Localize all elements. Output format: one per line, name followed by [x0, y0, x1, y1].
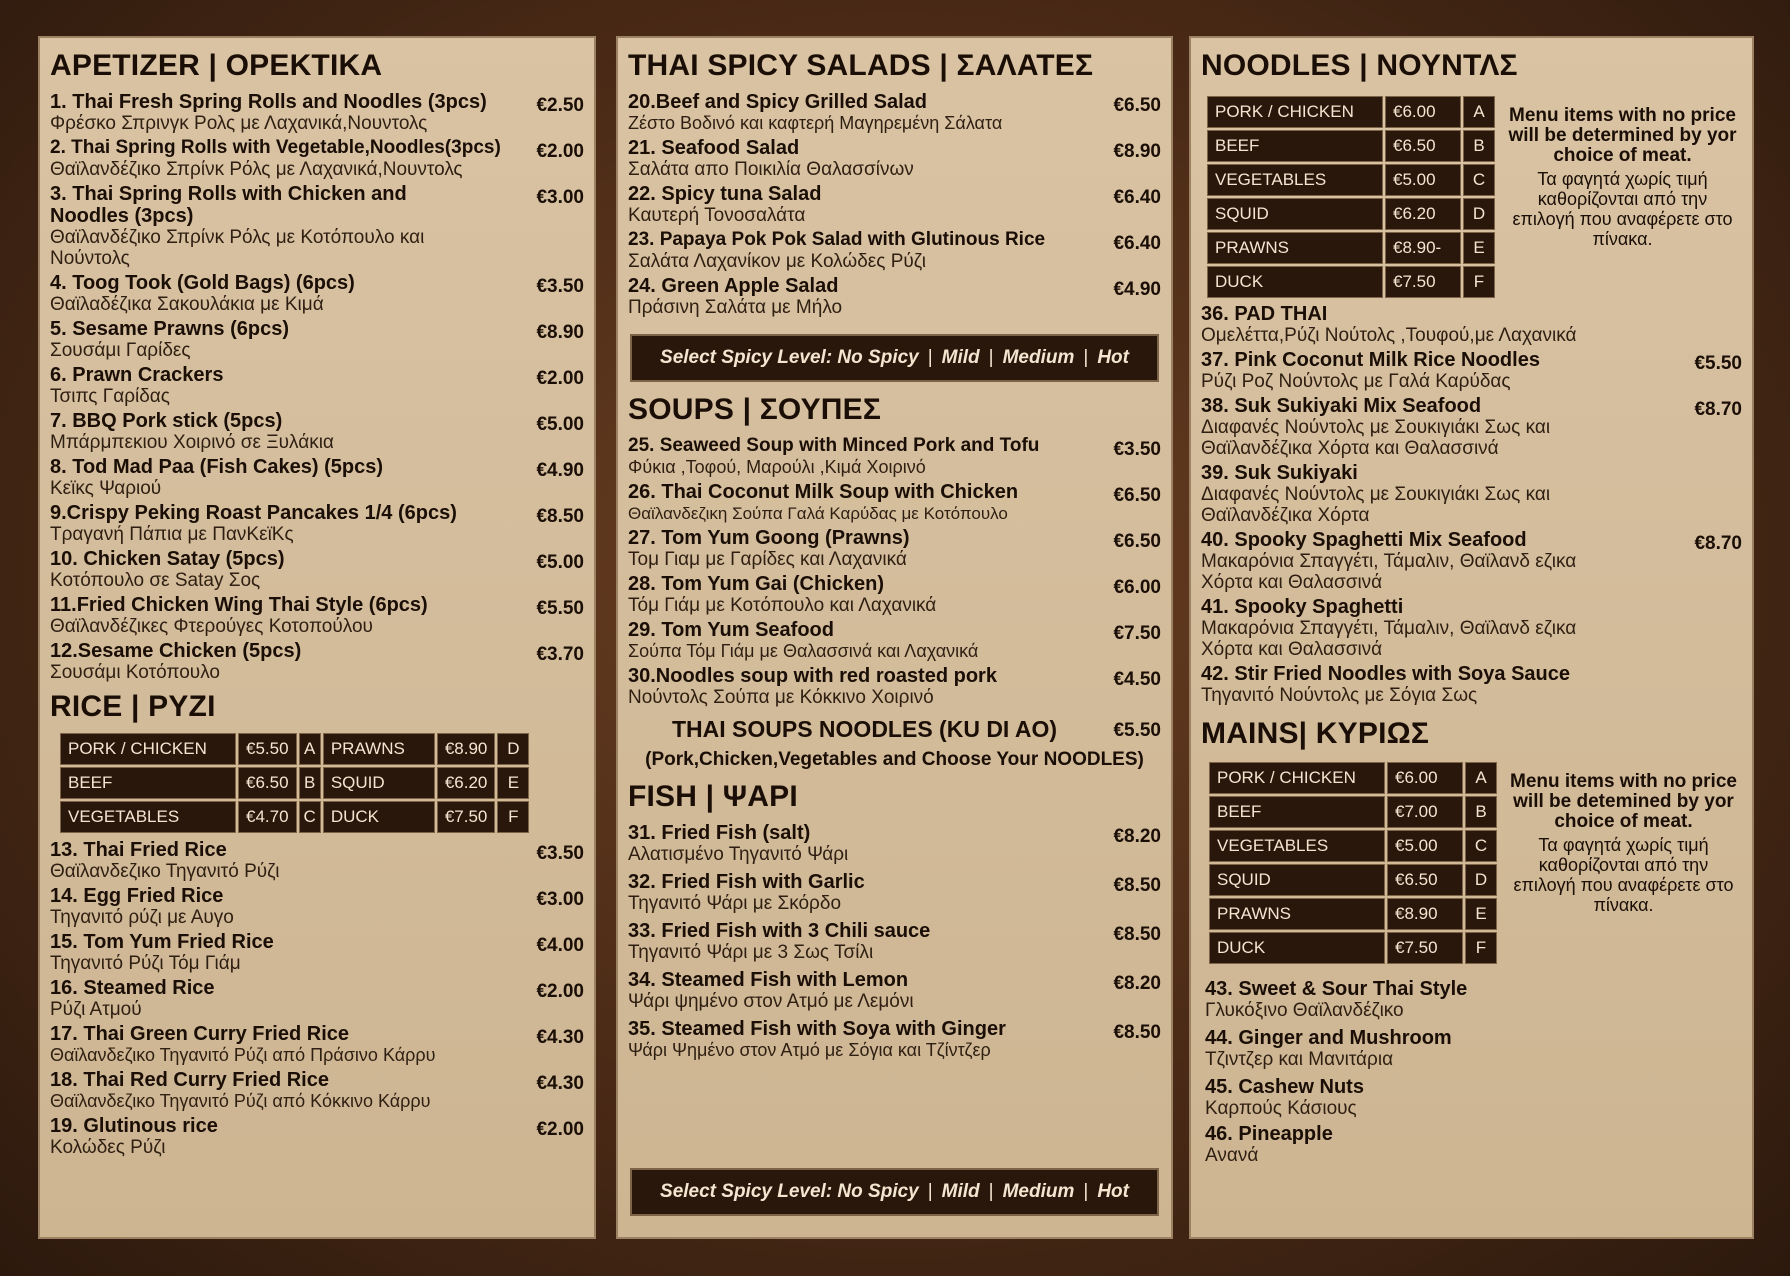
menu-item-soup-noodles-special[interactable]: [628, 716, 1161, 743]
item-greek: Κεϊκς Ψαριού: [50, 478, 162, 499]
meat-price: €6.50: [238, 767, 297, 799]
item-greek: Τζιντζερ και Μανιτάρια: [1205, 1049, 1394, 1070]
rice-list: [50, 839, 584, 1158]
section-title-appetizer: APETIZER | ΟΡΕΚΤΙΚΑ: [50, 49, 383, 82]
spicy-medium[interactable]: Medium: [1002, 347, 1075, 368]
item-price: €8.50: [1113, 924, 1161, 945]
price-table-row: [1209, 932, 1497, 964]
item-price: €4.30: [536, 1027, 584, 1048]
item-greek: Ζέστο Βοδινό και καφτερή Μαγηρεμένη Σάλατα: [628, 113, 1003, 133]
meat-label: PORK / CHICKEN: [60, 733, 236, 765]
meat-label: VEGETABLES: [1209, 830, 1385, 862]
item-name: 37. Pink Coconut Milk Rice Noodles: [1201, 349, 1540, 371]
meat-price: €7.50: [1385, 266, 1461, 298]
meat-label: VEGETABLES: [1207, 164, 1383, 196]
menu-item-noodles-42[interactable]: [1201, 663, 1742, 706]
meat-letter: C: [1465, 830, 1497, 862]
menu-item-rice-16[interactable]: [50, 977, 584, 1020]
item-price: €8.20: [1113, 826, 1161, 847]
meat-letter: B: [299, 767, 321, 799]
item-greek: Μακαρόνια Σπαγγέτι, Τάμαλιν, Θαϊλανδ εζικα Χόρτα και Θαλασσινά: [1201, 618, 1577, 660]
item-name: 19. Glutinous rice: [50, 1115, 218, 1137]
meat-label: PORK / CHICKEN: [1207, 96, 1383, 128]
item-name: 33. Fried Fish with 3 Chili sauce: [628, 920, 931, 942]
item-name: 1. Thai Fresh Spring Rolls and Noodles (3pcs): [50, 91, 487, 113]
note-english: Menu items with no price will be determined by yor choice of meat.: [1508, 105, 1737, 166]
section-title-soups: SOUPS | ΣΟΥΠΕΣ: [628, 393, 882, 426]
item-greek: Τομ Γιαμ με Γαρίδες και Λαχανικά: [628, 549, 907, 570]
menu-item-soup-28[interactable]: [628, 573, 1161, 616]
item-price: €5.50: [536, 598, 584, 619]
item-greek: Τηγανιτό Νούντολς με Σόγια Σως: [1201, 685, 1478, 706]
note-english: Menu items with no price will be detemined by yor choice of meat.: [1510, 771, 1737, 832]
item-greek: Τηγανιτό Ψάρι με Σκόρδο: [628, 893, 842, 914]
item-price: €2.00: [536, 1119, 584, 1140]
menu-item-rice-17[interactable]: [50, 1023, 584, 1066]
meat-letter: F: [1465, 932, 1497, 964]
item-name: 15. Tom Yum Fried Rice: [50, 931, 274, 953]
meat-price: €8.90: [1387, 898, 1463, 930]
item-price: €6.40: [1113, 233, 1161, 254]
meat-price: €5.00: [1387, 830, 1463, 862]
section-title-mains: MAINS| ΚΥΡΙΩΣ: [1201, 717, 1430, 750]
menu-item-noodles-36[interactable]: [1201, 303, 1742, 346]
panel-salads-soups-fish: [616, 36, 1173, 1239]
price-table-row: [1207, 130, 1495, 162]
item-greek: Διαφανές Νούντολς με Σουκιγιάκι Σως και Θαϊλανδέζικα Χόρτα και Θαλασσινά: [1201, 417, 1551, 459]
item-price: €4.90: [1113, 279, 1161, 300]
price-table-row: [1207, 232, 1495, 264]
price-table-row: [1209, 864, 1497, 896]
meat-letter: E: [497, 767, 529, 799]
item-greek: Θαϊλανδεζικο Τηγανιτό Ρύζι από Κόκκινο Κάρρυ: [50, 1091, 431, 1111]
meat-price: €6.20: [437, 767, 496, 799]
price-table-row: [1207, 96, 1495, 128]
item-greek: Μπάρμπεκιου Χοιρινό σε Ξυλάκια: [50, 432, 334, 453]
spicy-hot[interactable]: Hot: [1097, 347, 1129, 368]
item-greek: Σουσάμι Γαρίδες: [50, 340, 191, 361]
item-price: €8.50: [1113, 1022, 1161, 1043]
menu-item-fish-35[interactable]: [628, 1018, 1161, 1061]
meat-letter: B: [1465, 796, 1497, 828]
menu-item-soup-27[interactable]: [628, 527, 1161, 570]
meat-letter: E: [1465, 898, 1497, 930]
item-name: 8. Tod Mad Paa (Fish Cakes) (5pcs): [50, 456, 384, 478]
menu-item-noodles-41[interactable]: [1201, 596, 1742, 660]
item-greek: Ομελέττα,Ρύζι Νούτολς ,Τουφού,με Λαχανικά: [1201, 325, 1577, 346]
spicy-separator: |: [1083, 1181, 1089, 1202]
menu-item-appetizer-6[interactable]: [50, 364, 584, 407]
menu-item-appetizer-1[interactable]: [50, 91, 584, 134]
item-name: 10. Chicken Satay (5pcs): [50, 548, 285, 570]
mains-price-note: [1499, 760, 1742, 915]
item-price: €3.00: [536, 187, 584, 208]
item-greek: Φύκια ,Τοφού, Μαρούλι ,Κιμά Χοιρινό: [628, 457, 926, 477]
item-name: 6. Prawn Crackers: [50, 364, 224, 386]
item-name: 11.Fried Chicken Wing Thai Style (6pcs): [50, 594, 428, 616]
item-price: €3.70: [536, 644, 584, 665]
price-table-row: [1207, 198, 1495, 230]
item-name: 36. PAD THAI: [1201, 303, 1328, 325]
meat-letter: F: [1463, 266, 1495, 298]
item-greek: Θαϊλανδεζικο Τηγανιτό Ρύζι: [50, 861, 280, 882]
meat-label: SQUID: [1207, 198, 1383, 230]
menu-item-appetizer-7[interactable]: [50, 410, 584, 453]
meat-price: €8.90: [437, 733, 496, 765]
item-name: 4. Toog Took (Gold Bags) (6pcs): [50, 272, 355, 294]
spicy-separator: |: [927, 1181, 933, 1202]
item-greek: Θαϊλανδέζικο Σπρίνκ Ρόλς με Λαχανικά,Νουντολς: [50, 159, 463, 180]
noodles-price-note: [1497, 94, 1742, 249]
item-greek: Πράσινη Σαλάτα με Μήλο: [628, 297, 843, 318]
item-name: 30.Noodles soup with red roasted pork: [628, 665, 997, 687]
item-greek: Τόμ Γιάμ με Κοτόπουλο και Λαχανικά: [628, 595, 937, 616]
meat-letter: B: [1463, 130, 1495, 162]
noodles-price-block: [1201, 94, 1742, 300]
meat-price: €5.50: [238, 733, 297, 765]
spicy-no-spicy[interactable]: Select Spicy Level: No Spicy: [660, 347, 919, 368]
spicy-no-spicy[interactable]: Select Spicy Level: No Spicy: [660, 1181, 919, 1202]
meat-price: €6.00: [1385, 96, 1461, 128]
meat-letter: A: [1465, 762, 1497, 794]
item-name: 35. Steamed Fish with Soya with Ginger: [628, 1018, 1006, 1040]
item-name: 29. Tom Yum Seafood: [628, 619, 834, 641]
item-greek: Αλατισμένο Τηγανιτό Ψάρι: [628, 844, 849, 865]
item-price: €3.50: [1113, 439, 1161, 460]
item-price: €4.90: [536, 460, 584, 481]
meat-label: DUCK: [323, 801, 435, 833]
item-name: 27. Tom Yum Goong (Prawns): [628, 527, 910, 549]
menu-item-rice-19[interactable]: [50, 1115, 584, 1158]
item-price: €5.00: [536, 414, 584, 435]
item-name: 20.Beef and Spicy Grilled Salad: [628, 91, 928, 113]
menu-item-salad-20[interactable]: [628, 91, 1161, 134]
meat-label: BEEF: [1207, 130, 1383, 162]
spicy-medium[interactable]: Medium: [1002, 1181, 1075, 1202]
soups-list: [628, 435, 1161, 771]
meat-label: BEEF: [60, 767, 236, 799]
meat-price: €8.90-: [1385, 232, 1461, 264]
item-name: 18. Thai Red Curry Fried Rice: [50, 1069, 329, 1091]
meat-price: €7.50: [437, 801, 496, 833]
item-name: 22. Spicy tuna Salad: [628, 183, 822, 205]
item-greek: Θαϊλαδέζικα Σακουλάκια με Κιμά: [50, 294, 324, 315]
meat-label: DUCK: [1209, 932, 1385, 964]
item-name: 2. Thai Spring Rolls with Vegetable,Noodles(3pcs): [50, 137, 501, 158]
mains-list: [1201, 978, 1742, 1166]
item-name: 41. Spooky Spaghetti: [1201, 596, 1404, 618]
item-greek: Κοτόπουλο σε Satay Σος: [50, 570, 261, 591]
fish-list: [628, 822, 1161, 1061]
price-table-row: [1209, 898, 1497, 930]
spicy-level-selector[interactable]: [630, 334, 1159, 382]
menu-item-fish-33[interactable]: [628, 920, 1161, 963]
item-greek: Φρέσκο Σπρινγκ Ρολς με Λαχανικά,Νουντολς: [50, 113, 428, 134]
item-greek: Ρύζι Ροζ Νούντολς με Γαλά Καρύδας: [1201, 371, 1511, 392]
item-price: €6.00: [1113, 577, 1161, 598]
section-title-noodles: NOODLES | ΝΟΥΝΤΛΣ: [1201, 49, 1518, 82]
price-table-row: [60, 767, 529, 799]
item-name: 42. Stir Fried Noodles with Soya Sauce: [1201, 663, 1570, 685]
item-name: 13. Thai Fried Rice: [50, 839, 227, 861]
mains-price-table: [1207, 760, 1499, 966]
spicy-level-selector-fish[interactable]: [630, 1168, 1159, 1216]
item-greek: Τραγανή Πάπια με ΠανΚεϊΚς: [50, 524, 294, 545]
spicy-hot[interactable]: Hot: [1097, 1181, 1129, 1202]
menu-item-appetizer-2[interactable]: [50, 137, 584, 180]
meat-label: PRAWNS: [323, 733, 435, 765]
spicy-separator: |: [1083, 347, 1089, 368]
item-price: €8.90: [1113, 141, 1161, 162]
item-greek: Θαϊλανδέζικο Σπρίνκ Ρόλς με Κοτόπουλο και Νούντολς: [50, 227, 425, 269]
item-name: 28. Tom Yum Gai (Chicken): [628, 573, 884, 595]
mains-price-block: [1201, 760, 1742, 966]
item-name: 43. Sweet & Sour Thai Style: [1205, 978, 1468, 1000]
item-name: 26. Thai Coconut Milk Soup with Chicken: [628, 481, 1019, 503]
menu-item-salad-24[interactable]: [628, 275, 1161, 318]
item-greek: Ψάρι ψημένο στον Ατμό με Λεμόνι: [628, 991, 914, 1012]
item-greek: Διαφανές Νούντολς με Σουκιγιάκι Σως και Θαϊλανδέζικα Χόρτα: [1201, 484, 1551, 526]
item-greek: Νούντολς Σούπα με Κόκκινο Χοιρινό: [628, 687, 934, 708]
meat-price: €6.00: [1387, 762, 1463, 794]
noodles-list: [1201, 303, 1742, 706]
item-price: €7.50: [1113, 623, 1161, 644]
spicy-separator: |: [988, 347, 994, 368]
item-name: 45. Cashew Nuts: [1205, 1076, 1364, 1098]
spicy-mild[interactable]: Mild: [941, 347, 980, 368]
menu-item-appetizer-11[interactable]: [50, 594, 584, 637]
item-greek: Ψάρι Ψημένο στον Ατμό με Σόγια και Τζίντζερ: [628, 1040, 991, 1060]
item-price: €2.00: [536, 368, 584, 389]
item-name: 46. Pineapple: [1205, 1123, 1333, 1145]
price-table-row: [1207, 266, 1495, 298]
item-greek: Ρύζι Ατμού: [50, 999, 142, 1020]
menu-item-appetizer-12[interactable]: [50, 640, 584, 683]
panel-appetizer-rice: [38, 36, 596, 1239]
menu-item-salad-22[interactable]: [628, 183, 1161, 226]
menu-item-rice-18[interactable]: [50, 1069, 584, 1112]
section-title-rice: RICE | ΡΥΖΙ: [50, 690, 216, 723]
menu-item-appetizer-8[interactable]: [50, 456, 584, 499]
item-name: 21. Seafood Salad: [628, 137, 800, 159]
item-greek: Μακαρόνια Σπαγγέτι, Τάμαλιν, Θαϊλανδ εζικα Χόρτα και Θαλασσινά: [1201, 551, 1577, 593]
item-price: €8.50: [536, 506, 584, 527]
item-name: 17. Thai Green Curry Fried Rice: [50, 1023, 349, 1045]
meat-price: €7.00: [1387, 796, 1463, 828]
meat-price: €6.50: [1385, 130, 1461, 162]
item-name: 7. BBQ Pork stick (5pcs): [50, 410, 283, 432]
menu-item-noodles-40[interactable]: [1201, 529, 1742, 593]
meat-label: DUCK: [1207, 266, 1383, 298]
item-name: 9.Crispy Peking Roast Pancakes 1/4 (6pcs): [50, 502, 457, 524]
item-price: €2.00: [536, 981, 584, 1002]
menu-item-fish-32[interactable]: [628, 871, 1161, 914]
meat-letter: A: [1463, 96, 1495, 128]
menu-item-mains-46[interactable]: [1205, 1123, 1742, 1166]
item-price: €2.50: [536, 95, 584, 116]
item-price: €5.00: [536, 552, 584, 573]
item-greek: Καρπούς Κάσιους: [1205, 1098, 1357, 1119]
item-name: 38. Suk Sukiyaki Mix Seafood: [1201, 395, 1482, 417]
meat-label: PRAWNS: [1207, 232, 1383, 264]
menu-item-mains-45[interactable]: [1205, 1076, 1742, 1119]
menu-item-salad-21[interactable]: [628, 137, 1161, 180]
meat-label: SQUID: [323, 767, 435, 799]
item-price: €6.40: [1113, 187, 1161, 208]
section-title-salads: THAI SPICY SALADS | ΣΑΛΑΤΕΣ: [628, 49, 1094, 82]
menu-item-fish-31[interactable]: [628, 822, 1161, 865]
item-greek: Θαϊλανδεζικη Σούπα Γαλά Καρύδας με Κοτόπουλο: [628, 504, 1008, 523]
special-note: (Pork,Chicken,Vegetables and Choose Your NOODLES): [645, 749, 1144, 770]
item-price: €6.50: [1113, 485, 1161, 506]
menu-item-soup-29[interactable]: [628, 619, 1161, 662]
meat-label: BEEF: [1209, 796, 1385, 828]
meat-label: PRAWNS: [1209, 898, 1385, 930]
menu-item-mains-44[interactable]: [1205, 1027, 1742, 1070]
menu-item-fish-34[interactable]: [628, 969, 1161, 1012]
price-table-row: [1209, 762, 1497, 794]
menu-item-soup-25[interactable]: [628, 435, 1161, 478]
rice-price-table: [58, 731, 531, 835]
price-table-row: [1209, 830, 1497, 862]
item-price: €8.20: [1113, 973, 1161, 994]
meat-label: PORK / CHICKEN: [1209, 762, 1385, 794]
item-price: €3.50: [536, 276, 584, 297]
item-name: 31. Fried Fish (salt): [628, 822, 811, 844]
salads-list: [628, 91, 1161, 318]
item-greek: Θαϊλανδεζικο Τηγανιτό Ρύζι από Πράσινο Κάρρυ: [50, 1045, 436, 1065]
price-table-row: [1209, 796, 1497, 828]
menu-item-soup-30[interactable]: [628, 665, 1161, 708]
item-greek: Καυτερή Τονοσαλάτα: [628, 205, 806, 226]
item-price: €6.50: [1113, 531, 1161, 552]
item-name: 44. Ginger and Mushroom: [1205, 1027, 1452, 1049]
meat-letter: E: [1463, 232, 1495, 264]
meat-letter: D: [1463, 198, 1495, 230]
price-table-row: [1207, 164, 1495, 196]
menu-item-mains-43[interactable]: [1205, 978, 1742, 1021]
meat-price: €5.00: [1385, 164, 1461, 196]
item-name: THAI SOUPS NOODLES (KU DI AO): [671, 716, 1058, 742]
item-greek: Σουσάμι Κοτόπουλο: [50, 662, 220, 683]
item-name: 40. Spooky Spaghetti Mix Seafood: [1201, 529, 1527, 551]
item-greek: Τσιπς Γαρίδας: [50, 386, 170, 407]
noodles-price-table: [1205, 94, 1497, 300]
item-greek: Σούπα Τόμ Γιάμ με Θαλασσινά και Λαχανικά: [628, 641, 979, 661]
menu-item-noodles-39[interactable]: [1201, 462, 1742, 526]
item-name: 23. Papaya Pok Pok Salad with Glutinous Rice: [628, 229, 1046, 250]
note-greek: Τα φαγητά χωρίς τιμή καθορίζονται από την επιλογή που αναφέρετε στο πίνακα.: [1513, 835, 1734, 915]
menu-item-rice-15[interactable]: [50, 931, 584, 974]
meat-letter: C: [299, 801, 321, 833]
spicy-separator: |: [927, 347, 933, 368]
item-price: €5.50: [1694, 353, 1742, 374]
menu-item-noodles-37[interactable]: [1201, 349, 1742, 392]
item-price: €8.50: [1113, 875, 1161, 896]
item-name: 5. Sesame Prawns (6pcs): [50, 318, 290, 340]
item-price: €4.00: [536, 935, 584, 956]
item-greek: Ανανά: [1205, 1145, 1259, 1166]
item-price: €4.30: [536, 1073, 584, 1094]
item-name: 25. Seaweed Soup with Minced Pork and Tofu: [628, 435, 1040, 456]
panel-noodles-mains: [1189, 36, 1754, 1239]
meat-price: €4.70: [238, 801, 297, 833]
menu-item-rice-14[interactable]: [50, 885, 584, 928]
item-price: €2.00: [536, 141, 584, 162]
menu-item-rice-13[interactable]: [50, 839, 584, 882]
meat-letter: D: [497, 733, 529, 765]
item-price: €4.50: [1113, 669, 1161, 690]
item-greek: Θαϊλανδέζικες Φτερούγες Κοτοπούλου: [50, 616, 373, 637]
item-greek: Τηγανιτό Ρύζι Τόμ Γιάμ: [50, 953, 241, 974]
item-greek: Τηγανιτό Ψάρι με 3 Σως Τσίλι: [628, 942, 874, 963]
menu-item-salad-23[interactable]: [628, 229, 1161, 272]
item-name: 14. Egg Fried Rice: [50, 885, 224, 907]
meat-letter: C: [1463, 164, 1495, 196]
item-greek: Τηγανιτό ρύζι με Αυγο: [50, 907, 234, 928]
item-name: 34. Steamed Fish with Lemon: [628, 969, 909, 991]
meat-label: SQUID: [1209, 864, 1385, 896]
appetizer-list: [50, 91, 584, 683]
spicy-separator: |: [988, 1181, 994, 1202]
item-name: 24. Green Apple Salad: [628, 275, 839, 297]
menu-item-noodles-38[interactable]: [1201, 395, 1742, 459]
meat-price: €6.20: [1385, 198, 1461, 230]
meat-letter: F: [497, 801, 529, 833]
meat-letter: D: [1465, 864, 1497, 896]
meat-letter: A: [299, 733, 321, 765]
price-table-row: [60, 733, 529, 765]
item-price: €8.90: [536, 322, 584, 343]
menu-item-appetizer-10[interactable]: [50, 548, 584, 591]
item-greek: Σαλάτα απο Ποικιλία Θαλασσίνων: [628, 159, 914, 180]
meat-price: €7.50: [1387, 932, 1463, 964]
item-price: €5.50: [1113, 720, 1161, 741]
meat-label: VEGETABLES: [60, 801, 236, 833]
menu-item-soup-26[interactable]: [628, 481, 1161, 524]
spicy-mild[interactable]: Mild: [941, 1181, 980, 1202]
item-greek: Σαλάτα Λαχανίκον με Κολώδες Ρύζι: [628, 251, 927, 272]
item-price: €6.50: [1113, 95, 1161, 116]
meat-price: €6.50: [1387, 864, 1463, 896]
item-greek: Κολώδες Ρύζι: [50, 1137, 166, 1158]
item-greek: Γλυκόξινο Θαϊλανδέζικο: [1205, 1000, 1404, 1021]
item-name: 39. Suk Sukiyaki: [1201, 462, 1358, 484]
item-name: 16. Steamed Rice: [50, 977, 215, 999]
item-name: 3. Thai Spring Rolls with Chicken and Noodles (3pcs): [50, 183, 407, 227]
item-price: €8.70: [1694, 533, 1742, 554]
menu-item-appetizer-3[interactable]: [50, 183, 584, 269]
item-price: €3.00: [536, 889, 584, 910]
section-title-fish: FISH | ΨΑΡΙ: [628, 780, 798, 813]
item-name: 32. Fried Fish with Garlic: [628, 871, 865, 893]
menu-item-appetizer-9[interactable]: [50, 502, 584, 545]
menu-item-appetizer-4[interactable]: [50, 272, 584, 315]
item-price: €8.70: [1694, 399, 1742, 420]
menu-item-appetizer-5[interactable]: [50, 318, 584, 361]
item-name: 12.Sesame Chicken (5pcs): [50, 640, 302, 662]
note-greek: Τα φαγητά χωρίς τιμή καθορίζονται από την επιλογή που αναφέρετε στο πίνακα.: [1512, 169, 1733, 249]
item-price: €3.50: [536, 843, 584, 864]
price-table-row: [60, 801, 529, 833]
